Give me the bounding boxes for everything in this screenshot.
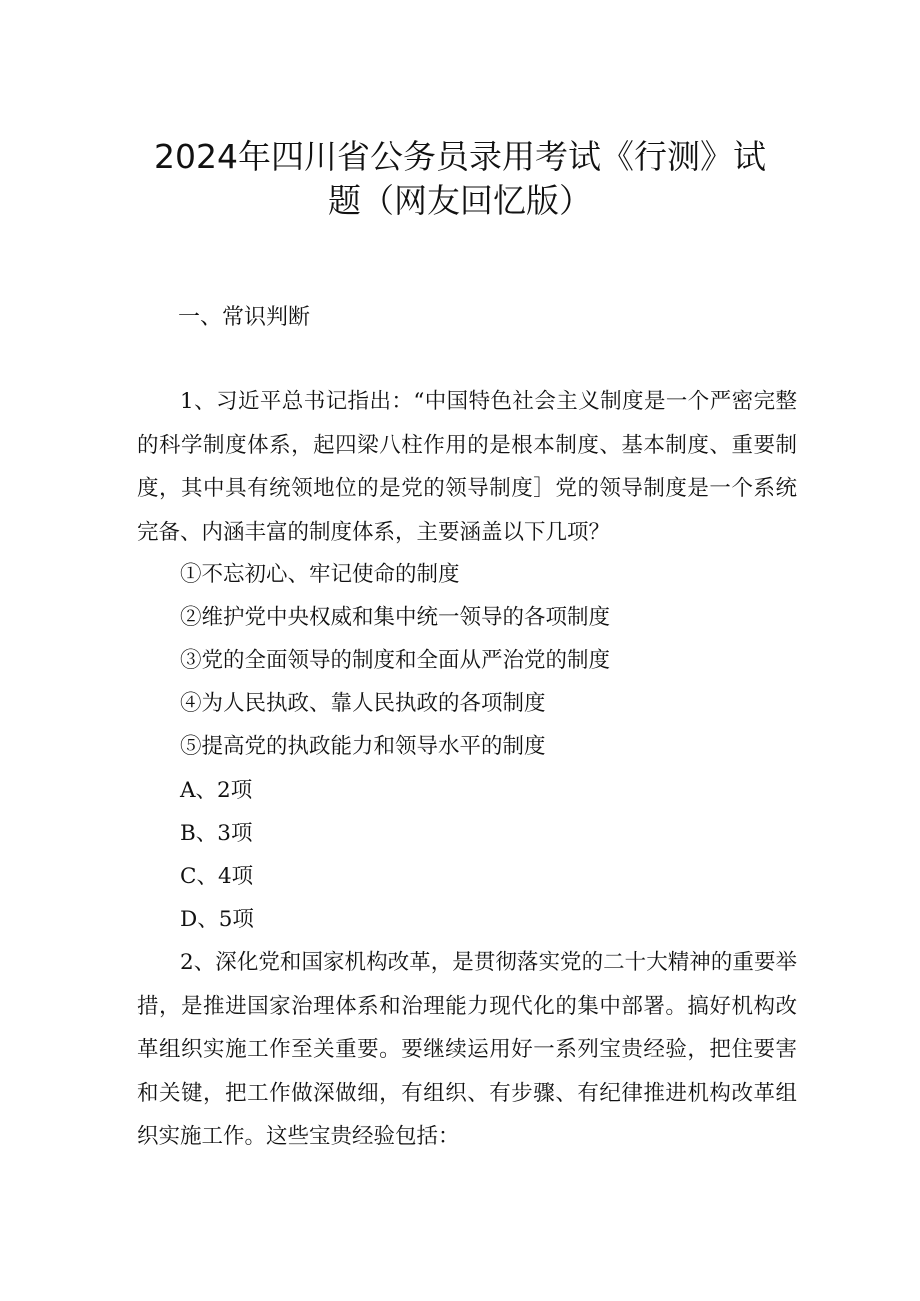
section-heading: 一、常识判断 bbox=[178, 305, 311, 330]
question-1-item-1: ①不忘初心、牢记使命的制度 bbox=[180, 562, 460, 587]
question-1-item-2: ②维护党中央权威和集中统一领导的各项制度 bbox=[180, 605, 611, 630]
question-2-text bbox=[137, 941, 797, 1159]
document-title-line-2: 题（网友回忆版） bbox=[328, 181, 592, 220]
question-1-option-a: A、2项 bbox=[180, 778, 253, 803]
question-2-stem: 2、深化党和国家机构改革，是贯彻落实党的二十大精神的重要举措，是推进国家治理体系和治理能力现代化的集中部署。搞好机构改革组织实施工作至关重要。要继续运用好一系列宝贵经验，把住要害和关键，把工作做深做细，有组织、有步骤、有纪律推进机构改革组织实施工作。这些宝贵经验包括： bbox=[137, 950, 797, 1149]
question-1-item-5: ⑤提高党的执政能力和领导水平的制度 bbox=[180, 734, 546, 759]
question-1-option-c: C、4项 bbox=[180, 864, 254, 889]
question-1-item-3: ③党的全面领导的制度和全面从严治党的制度 bbox=[180, 648, 611, 673]
question-1-stem: 1、习近平总书记指出：“中国特色社会主义制度是一个严密完整的科学制度体系，起四梁八柱作用的是根本制度、基本制度、重要制度，其中具有统领地位的是党的领导制度］党的领导制度是一个系统完备、内涵丰富的制度体系，主要涵盖以下几项？ bbox=[137, 389, 797, 545]
question-1-text bbox=[137, 380, 797, 554]
question-1-option-d: D、5项 bbox=[180, 907, 254, 932]
question-1-option-b: B、3项 bbox=[180, 821, 253, 846]
document-title-line-1: 2024年四川省公务员录用考试《行测》试 bbox=[154, 137, 766, 176]
question-1-item-4: ④为人民执政、靠人民执政的各项制度 bbox=[180, 691, 546, 716]
